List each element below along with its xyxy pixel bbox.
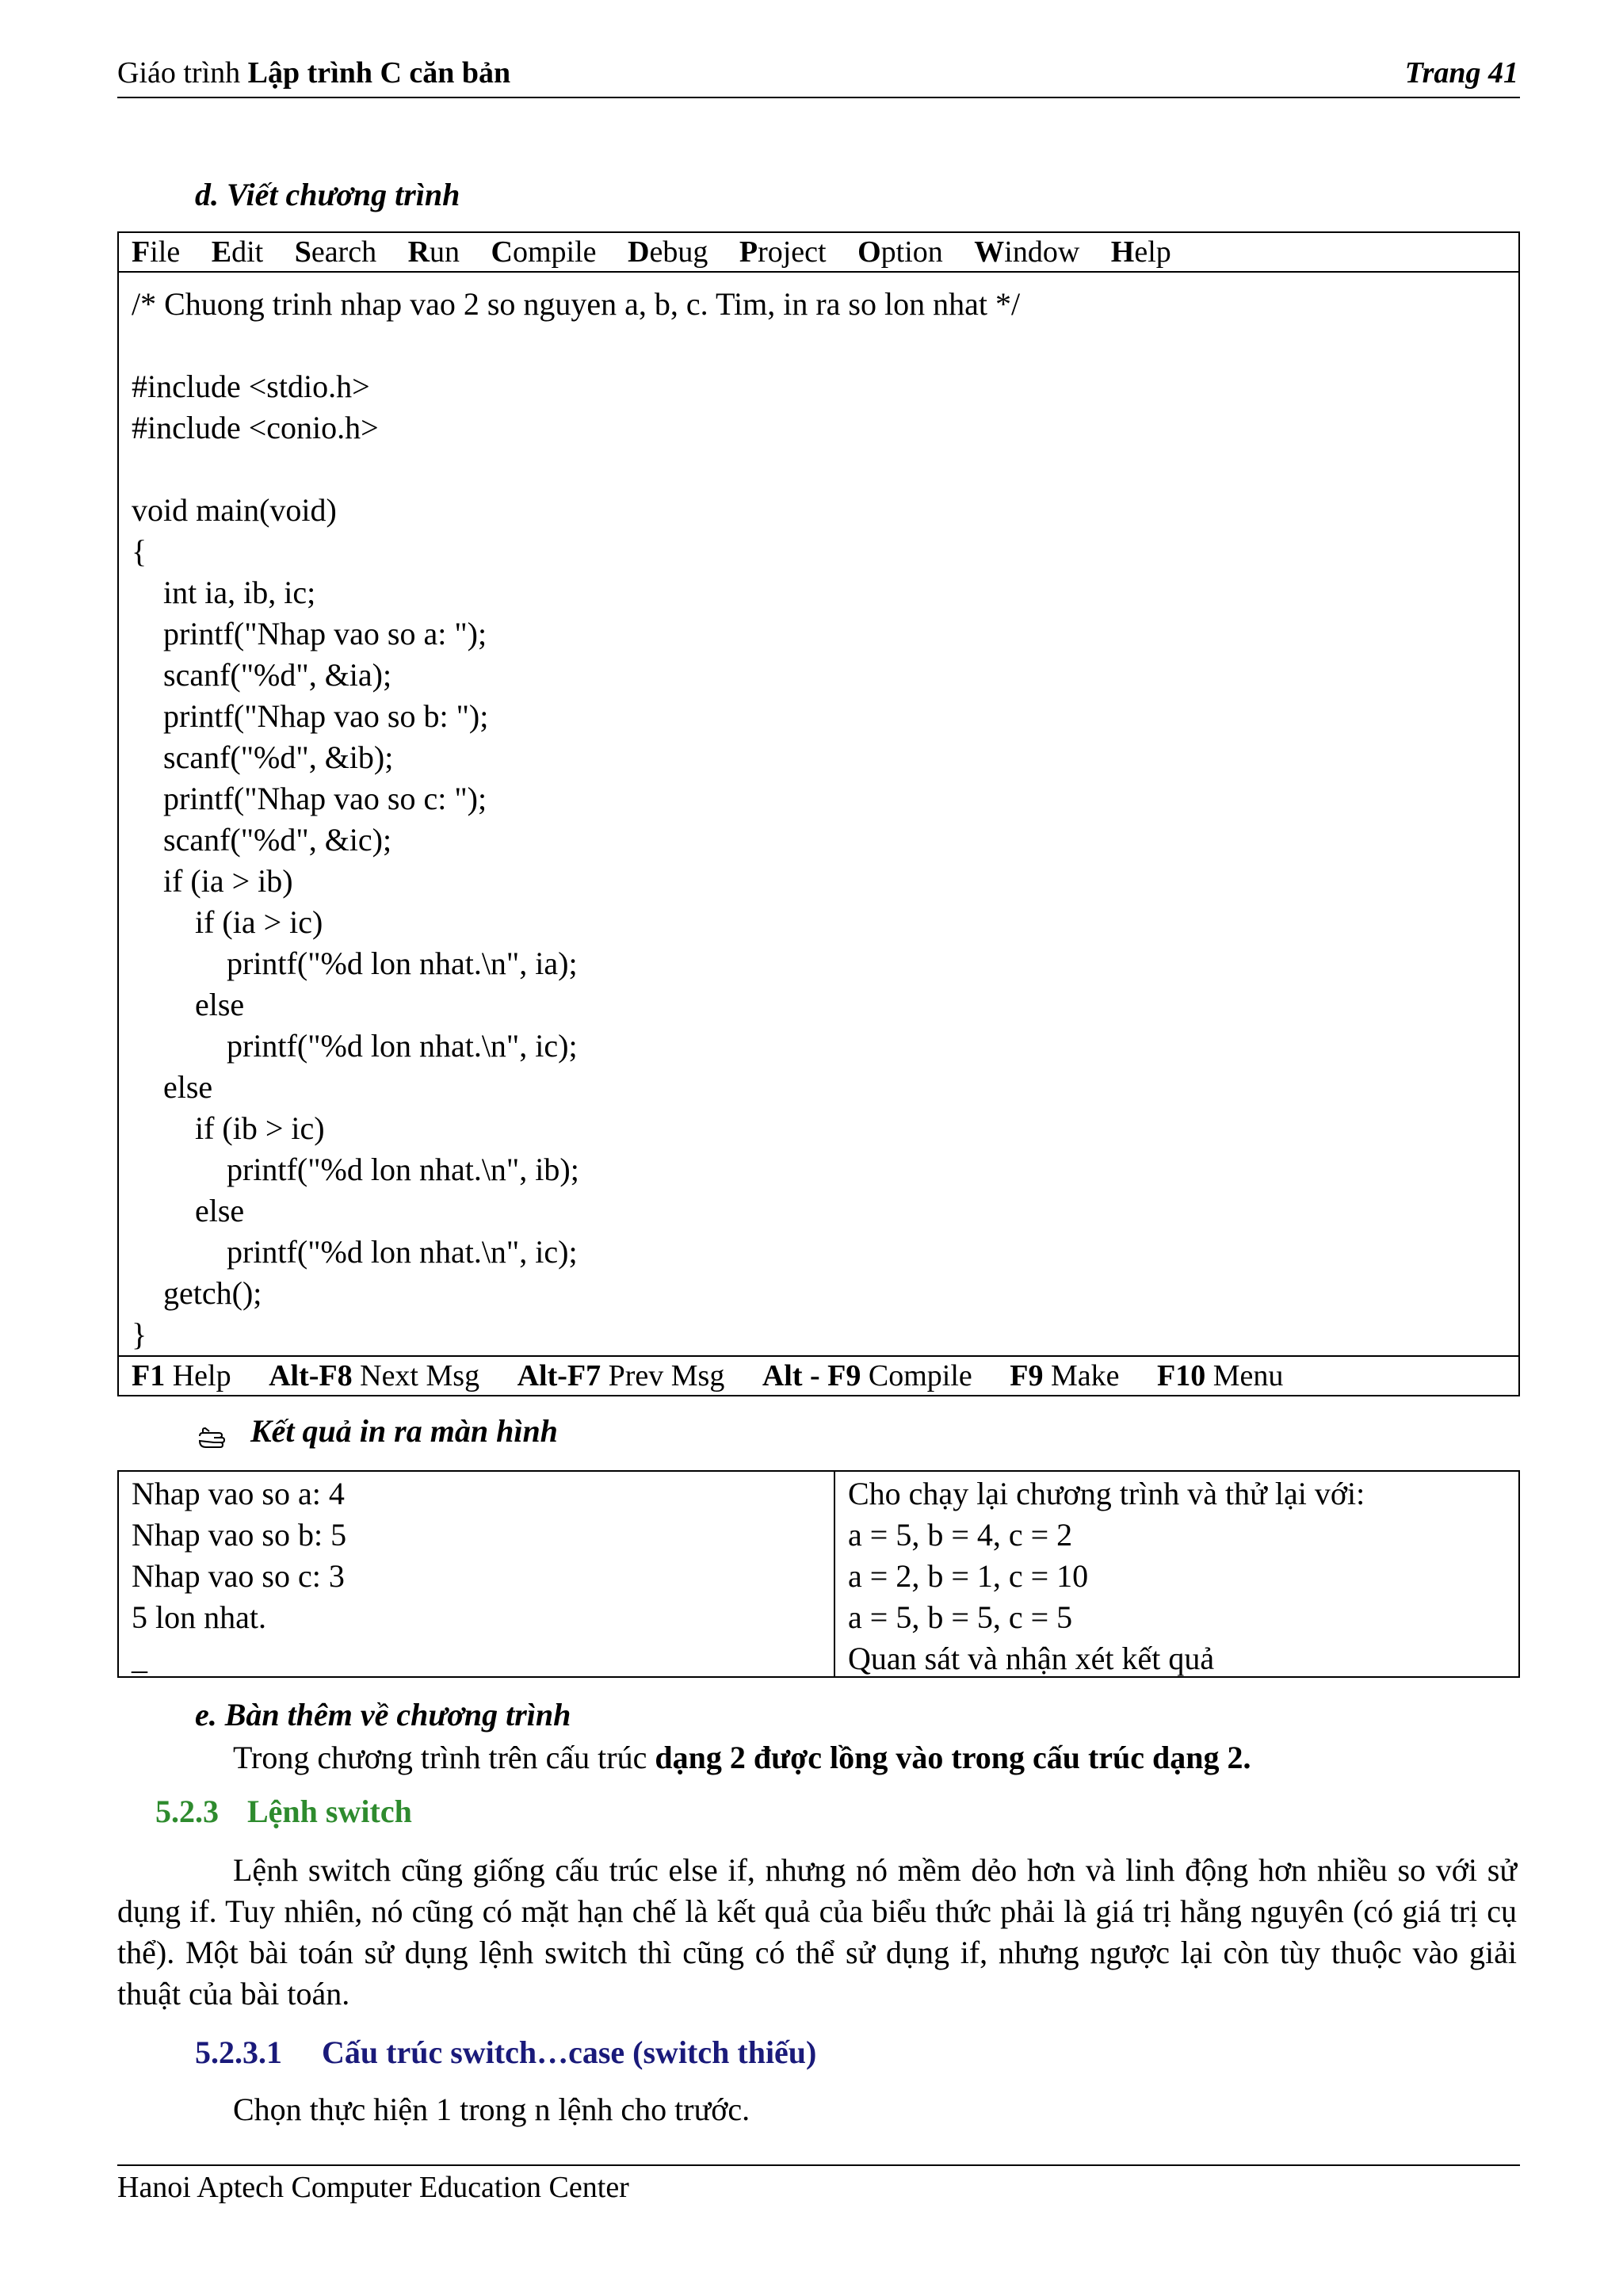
header-course-title: Giáo trình Lập trình C căn bản [117,56,511,90]
pointing-hand-icon [198,1427,233,1450]
table-divider [834,1472,835,1676]
menu-item-file[interactable]: File [132,235,181,269]
section-5231-heading: 5.2.3.1 Cấu trúc switch…case (switch thiếu) [195,2034,817,2070]
menu-item-run[interactable]: Run [407,235,460,269]
console-output: Nhap vao so a: 4 Nhap vao so b: 5 Nhap vao so c: 3 5 lon nhat. _ [132,1476,347,1676]
header-page-number: Trang 41 [1404,56,1518,90]
status-menu[interactable]: F10 Menu [1157,1359,1284,1392]
status-prev-msg[interactable]: Alt-F7 Prev Msg [517,1359,725,1392]
menu-item-search[interactable]: Search [294,235,377,269]
status-make[interactable]: F9 Make [1010,1359,1120,1392]
menu-item-window[interactable]: Window [974,235,1080,269]
status-next-msg[interactable]: Alt-F8 Next Msg [269,1359,480,1392]
result-heading: Kết quả in ra màn hình [198,1412,558,1450]
header-divider [117,97,1520,98]
footer-divider [117,2164,1520,2166]
status-compile[interactable]: Alt - F9 Compile [762,1359,972,1392]
code-editor[interactable]: /* Chuong trinh nhap vao 2 so nguyen a, b, c. Tim, in ra so lon nhat */ #include <stdio.h> #include <conio.h> void main(void) { int ia, ib, ic; printf("Nhap vao so a: "); scanf("%d", &ia); printf("Nhap vao so b: "); scanf("%d", &ib); printf("Nhap vao so c: "); scanf("%d", &ic); if (ia > ib) if (ia > ic) printf("%d lon nhat.\n", ia); else printf("%d lon nhat.\n", ic); else if (ib > ic) printf("%d lon nhat.\n", ib); else printf("%d lon nhat.\n", ic); getch(); } [132,286,1021,1352]
section-5231-paragraph: Chọn thực hiện 1 trong n lệnh cho trước. [233,2092,750,2127]
status-help[interactable]: F1 Help [132,1359,231,1392]
ide-window [117,231,1520,1396]
page-footer: Hanoi Aptech Computer Education Center [117,2171,629,2204]
ide-menu-bar [119,233,1518,273]
section-e-text: Trong chương trình trên cấu trúc dạng 2 được lồng vào trong cấu trúc dạng 2. [233,1740,1251,1775]
menu-item-edit[interactable]: Edit [211,235,264,269]
retry-instructions: Cho chạy lại chương trình và thử lại với: a = 5, b = 4, c = 2 a = 2, b = 1, c = 10 a = 5, b = 5, c = 5 Quan sát và nhận xét kết quả [848,1476,1365,1676]
section-523-paragraph: Lệnh switch cũng giống cấu trúc else if, nhưng nó mềm dẻo hơn và linh động hơn nhiều so với sử dụng if. Tuy nhiên, nó cũng có mặt hạn chế là kết quả của biểu thức phải là giá trị hằng nguyên (có giá trị cụ thể). Một bài toán sử dụng lệnh switch thì cũng có thể sử dụng if, nhưng ngược lại còn tùy thuộc vào giải thuật của bài toán. [117,1852,1517,2011]
ide-status-bar [119,1355,1518,1395]
menu-item-debug[interactable]: Debug [628,235,708,269]
result-table [117,1470,1520,1678]
menu-item-project[interactable]: Project [739,235,827,269]
menu-item-compile[interactable]: Compile [491,235,597,269]
section-523-heading: 5.2.3 Lệnh switch [155,1794,412,1829]
page-header [117,55,1518,95]
menu-item-help[interactable]: Help [1110,235,1171,269]
section-e-heading: e. Bàn thêm về chương trình [195,1697,571,1733]
menu-item-option[interactable]: Option [857,235,943,269]
section-d-heading: d. Viết chương trình [195,177,460,212]
